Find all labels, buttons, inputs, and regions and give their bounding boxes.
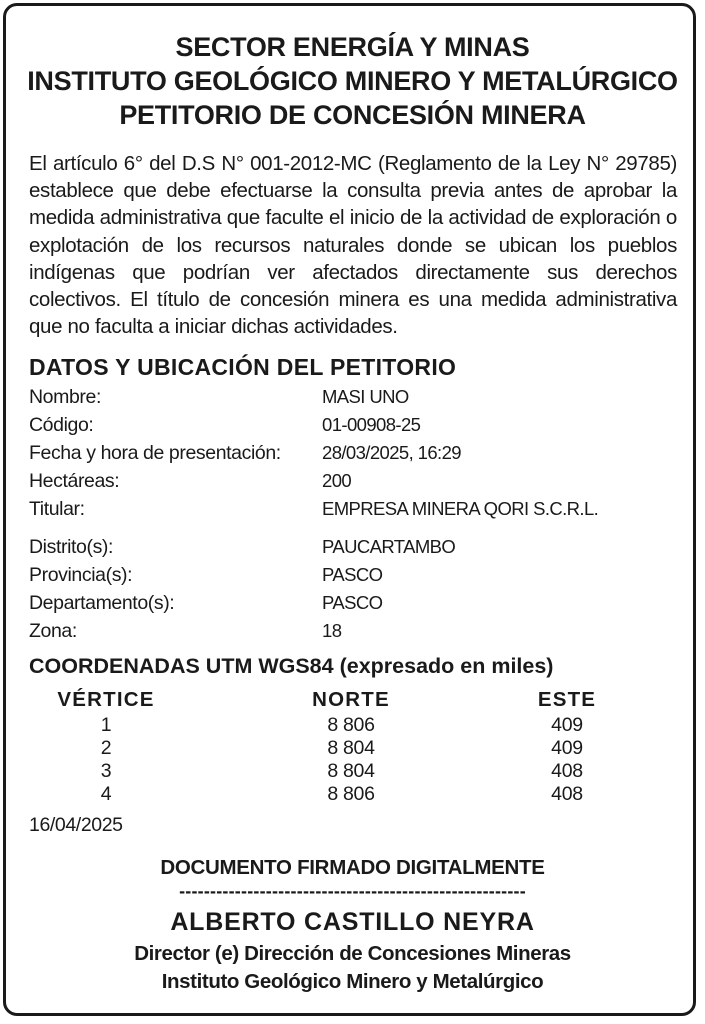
cell-vertice: 2 xyxy=(100,737,112,759)
field-label: Titular: xyxy=(29,498,85,520)
coordinates-header-row xyxy=(29,688,689,714)
signer-name: ALBERTO CASTILLO NEYRA xyxy=(170,908,535,936)
table-row xyxy=(29,760,689,783)
cell-este: 409 xyxy=(551,714,583,736)
field-titular xyxy=(29,495,689,523)
field-value: PASCO xyxy=(322,564,383,585)
cell-norte: 8 804 xyxy=(327,760,375,782)
field-label: Zona: xyxy=(29,620,77,642)
header-norte: NORTE xyxy=(312,688,390,711)
field-provincia xyxy=(29,561,689,589)
intro-paragraph: El artículo 6° del D.S N° 001-2012-MC (Reglamento de la Ley N° 29785) establece que debe efectuarse la consulta previa antes de aprobar la medida administrativa que faculte el inicio de la actividad de exploración o explotación de los recursos naturales donde se ubican los pueblos indígenas que podrían ver afectados directamente sus derechos colectivos. El título de concesión minera es una medida administrativa que no faculta a iniciar dichas actividades. xyxy=(29,152,677,339)
field-value: PASCO xyxy=(322,592,383,613)
digital-signature-label: DOCUMENTO FIRMADO DIGITALMENTE xyxy=(160,856,545,879)
petition-fields-group-2 xyxy=(29,533,689,645)
field-nombre xyxy=(29,383,689,411)
field-codigo xyxy=(29,411,689,439)
field-value: 28/03/2025, 16:29 xyxy=(322,442,461,463)
signature-line: -------------------------------------------------------- xyxy=(179,881,526,901)
cell-vertice: 4 xyxy=(100,783,112,805)
field-label: Nombre: xyxy=(29,386,101,408)
field-value: 01-00908-25 xyxy=(322,414,421,435)
field-value: 200 xyxy=(322,470,352,491)
table-row xyxy=(29,714,689,737)
petition-fields-group-1 xyxy=(29,383,689,523)
field-hectareas xyxy=(29,467,689,495)
header-este: ESTE xyxy=(537,688,597,711)
signer-institution: Instituto Geológico Minero y Metalúrgico xyxy=(161,970,544,993)
field-zona xyxy=(29,617,689,645)
coordinates-section-title: COORDENADAS UTM WGS84 (expresado en miles) xyxy=(29,654,554,678)
cell-este: 408 xyxy=(551,760,583,782)
coordinates-table xyxy=(29,688,689,806)
header-petition: PETITORIO DE CONCESIÓN MINERA xyxy=(119,100,586,130)
notice-header xyxy=(0,30,705,132)
cell-este: 408 xyxy=(551,783,583,805)
field-fecha-hora xyxy=(29,439,689,467)
datos-section-title: DATOS Y UBICACIÓN DEL PETITORIO xyxy=(29,354,457,380)
field-distrito xyxy=(29,533,689,561)
header-institute: INSTITUTO GEOLÓGICO MINERO Y METALÚRGICO xyxy=(27,66,678,96)
cell-norte: 8 806 xyxy=(327,783,375,805)
field-value: 18 xyxy=(322,620,342,641)
table-row xyxy=(29,783,689,806)
cell-vertice: 3 xyxy=(100,760,112,782)
signer-role: Director (e) Dirección de Concesiones Mineras xyxy=(134,942,571,965)
field-label: Código: xyxy=(29,414,94,436)
field-departamento xyxy=(29,589,689,617)
header-vertice: VÉRTICE xyxy=(57,688,155,711)
field-label: Fecha y hora de presentación: xyxy=(29,442,281,464)
cell-vertice: 1 xyxy=(100,714,112,736)
field-label: Provincia(s): xyxy=(29,564,133,586)
field-value: PAUCARTAMBO xyxy=(322,536,456,557)
field-label: Departamento(s): xyxy=(29,592,175,614)
header-sector: SECTOR ENERGÍA Y MINAS xyxy=(175,32,530,62)
field-label: Distrito(s): xyxy=(29,536,114,558)
field-value: EMPRESA MINERA QORI S.C.R.L. xyxy=(322,498,599,519)
cell-norte: 8 806 xyxy=(327,714,375,736)
table-row xyxy=(29,737,689,760)
field-label: Hectáreas: xyxy=(29,470,120,492)
cell-norte: 8 804 xyxy=(327,737,375,759)
cell-este: 409 xyxy=(551,737,583,759)
field-value: MASI UNO xyxy=(322,386,409,407)
publication-date: 16/04/2025 xyxy=(29,814,123,836)
